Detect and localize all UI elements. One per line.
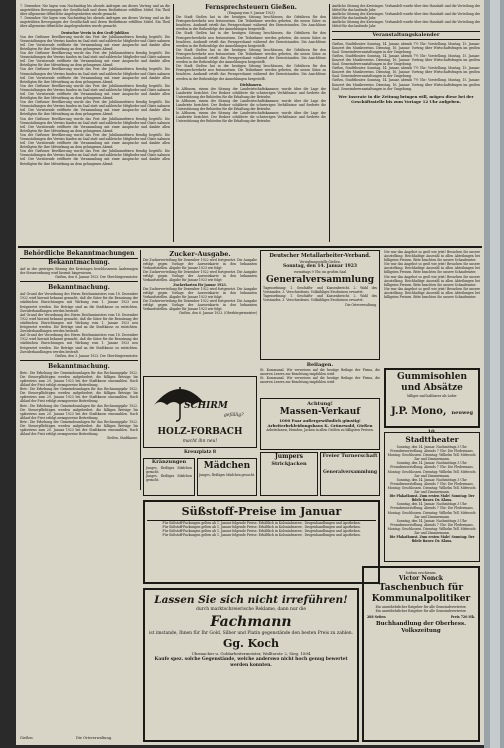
page-footer-right: Die Ortsverwaltung.: [76, 736, 113, 740]
sugar-subtitle: Zuckerkarten für Januar 1923.: [173, 282, 227, 287]
right-ad-text: [384, 250, 480, 368]
book-author: Victor Nonck: [398, 575, 444, 583]
left-news-column: [20, 4, 170, 244]
news-paragraph: In Altbusen, einem der Sitzung der Landwirtschaftskammer, wurde über die Lage der Landwirte berichtet. Der Redner schilderte die schwierigen Verhältnisse und forderte die Unterstützung der Behörden für die Erhaltung der Betriebe.: [176, 98, 326, 112]
jumpers-ad: [260, 452, 318, 496]
umbrella-icon: [150, 379, 210, 419]
official-notices-column: [20, 250, 138, 740]
metalworkers-subtitle: Verwaltungsstelle Gießen.: [299, 260, 341, 264]
rubber-soles-title2: und Absätze: [401, 383, 463, 393]
news-paragraph: Von der Gießener Bevölkerung wurde das Fest der Jubiläumsfeiern freudig begrüßt. Die Veranstaltungen des Vereins fanden im Saal statt und zahlreiche Mitglieder und Gäste nahmen teil. Der Vorsitzende eröffnete die Versammlung mit einer Ansprache und dankte allen Beteiligten für ihre Mitwirkung an dem gelungenen Abend.: [20, 132, 170, 150]
right-news-column: [332, 4, 480, 244]
mass-sale-body: 1000 Paar außergewöhnlich günstig! Arbeiterbekleidungshaus K. Grünewald, Gießen: [267, 418, 373, 428]
news-paragraph: Die Stadt Gießen hat in der heutigen Sitzung beschlossen, die Gebühren für den Fernsprechverkehr neu festzusetzen. Die Teilnehmer werden gebeten, die neuen Sätze zu beachten. Auskunft erteilt das Fernsprechamt während der Dienststunden. Die Anschlüsse werden in der Reihenfolge der Anmeldungen hergestellt.: [176, 64, 326, 81]
center-subtitle: (Eingang vom 9. Januar 1923): [227, 11, 275, 15]
rubber-soles-ad: [384, 368, 480, 436]
notice-body: Auf Grund der Verordnung des Herrn Reichsministers vom 18. Dezember 1922 wird hiermit bekannt gemacht, daß die Sätze für die Benutzung der städtischen Einrichtungen mit Wirkung vom 1. Januar 1923 neu festgesetzt werden. Die Beträge sind an die Stadtkasse zu entrichten. Zuwiderhandlungen werden bestraft.: [20, 312, 138, 334]
notice-body: Betr.: Die Erhebung der Gemeindeumlagen für das Rechnungsjahr 1922. Die Steuerpflichtigen werden aufgefordert, die fälligen Beträge bis spätestens zum 20. Januar 1923 bei der Stadtkasse einzuzahlen. Nach Ablauf der Frist erfolgt zwangsweise Beitreibung.: [20, 419, 138, 437]
center-news-column: [176, 4, 326, 244]
girl-wanted-ad: [197, 458, 257, 496]
book-body: Ein unentbehrlicher Ratgeber für alle Gemeindevertreter.: [375, 609, 467, 614]
news-paragraph: Amtliche Sitzung des Kreistages. Verhandelt wurde über den Haushalt und die Verteilung der Mittel für das laufende Jahr.: [332, 20, 480, 29]
rubber-soles-sub: billiger und haltbarer als Leder: [407, 394, 457, 398]
jumpers-subtitle: Strickjacken: [271, 461, 307, 467]
notice-body: Betr.: Die Erhebung der Gemeindeumlagen für das Rechnungsjahr 1922. Die Steuerpflichtigen werden aufgefordert, die fälligen Beträge bis spätestens zum 20. Januar 1923 bei der Stadtkasse einzuzahlen. Nach Ablauf der Frist erfolgt zwangsweise Beitreibung.: [20, 370, 138, 388]
umbrella-word: SCHIRM: [184, 401, 228, 411]
general-assembly-body: Tagesordnung: 1. Geschäfts- und Kassenbericht. 2. Wahl des Vorstandes. 3. Verschiedenes. Vollzähliges Erscheinen erwartet.: [263, 286, 377, 295]
news-paragraph: Von der Gießener Bevölkerung wurde das Fest der Jubiläumsfeiern freudig begrüßt. Die Veranstaltungen des Vereins fanden im Saal statt und zahlreiche Mitglieder und Gäste nahmen teil. Der Vorsitzende eröffnete die Versammlung mit einer Ansprache und dankte allen Beteiligten für ihre Mitwirkung an dem gelungenen Abend.: [20, 83, 170, 101]
news-paragraph: Amtliche Sitzung des Kreistages. Verhandelt wurde über den Haushalt und die Verteilung der Mittel für das laufende Jahr.: [332, 4, 480, 13]
attention-title: Achtung!: [307, 401, 333, 407]
holz-forbach-name: HOLZ-FORBACH: [157, 427, 243, 437]
news-paragraph: Die Stadt Gießen hat in der heutigen Sitzung beschlossen, die Gebühren für den Fernsprechverkehr neu festzusetzen. Die Teilnehmer werden gebeten, die neuen Sätze zu beachten. Auskunft erteilt das Fernsprechamt während der Dienststunden. Die Anschlüsse werden in der Reihenfolge der Anmeldungen hergestellt.: [176, 31, 326, 48]
goldsmith-body: durch marktschreierische Reklame, dann nur die: [195, 607, 306, 612]
general-assembly-body: Tagesordnung: 1. Geschäfts- und Kassenbericht. 2. Wahl des Vorstandes. 3. Verschiedenes. Vollzähliges Erscheinen erwartet.: [263, 294, 377, 303]
theater-title: Stadttheater: [405, 435, 459, 444]
gymnastics-subtitle: Generalversammlung: [322, 470, 378, 475]
notice-body: Auf Grund der Verordnung des Herrn Reichsministers vom 18. Dezember 1922 wird hiermit bekannt gemacht, daß die Sätze für die Benutzung der städtischen Einrichtungen mit Wirkung vom 1. Januar 1923 neu festgesetzt werden. Die Beträge sind an die Stadtkasse zu entrichten. Zuwiderhandlungen werden bestraft.: [20, 292, 138, 313]
notice-body: Betr.: Die Erhebung der Gemeindeumlagen für das Rechnungsjahr 1922. Die Steuerpflichtigen werden aufgefordert, die fälligen Beträge bis spätestens zum 20. Januar 1923 bei der Stadtkasse einzuzahlen. Nach Ablauf der Frist erfolgt zwangsweise Beitreibung.: [20, 403, 138, 420]
rubber-soles-title: Gummisohlen: [397, 372, 467, 382]
wreath-title: Kränzungen: [151, 459, 187, 465]
holz-sub: macht ihn neu!: [182, 439, 218, 444]
sweetener-body: Für Süßstoff-Packungen gelten ab 1. Januar folgende Preise. Erhältlich in Kolonialwaren-, Drogenhandlungen und Apotheken.: [162, 521, 361, 525]
news-paragraph: Von der Gießener Bevölkerung wurde das Fest der Jubiläumsfeiern freudig begrüßt. Die Veranstaltungen des Vereins fanden im Saal statt und zahlreiche Mitglieder und Gäste nahmen teil. Der Vorsitzende eröffnete die Versammlung mit einer Ansprache und dankte allen Beteiligten für ihre Mitwirkung an dem gelungenen Abend.: [20, 100, 170, 117]
notice-body: Auf in der gestrigen Sitzung des Kreistages beschlossenen Änderungen der Steuerordnung wird hiermit hingewiesen.: [20, 267, 138, 276]
notice-signature: Gießen, den 8. Januar 1923. Der Oberbürgermeister.: [55, 275, 138, 280]
book-title: Taschenbuch für Kommunalpolitiker: [371, 583, 471, 605]
official-notices-title: Behördliche Bekanntmachungen: [20, 250, 138, 259]
goldsmith-name: Gg. Koch: [222, 637, 280, 650]
book-price: Preis 720 Mk.: [450, 615, 475, 620]
wreath-ad: [143, 458, 195, 496]
jumpers-title: Jumpers: [274, 453, 304, 460]
sugar-body: Die Zuckerverteilung für Dezember 1922 wird fortgesetzt. Die Ausgabe erfolgt gegen Vorlage der Ausweiskarte in den bekannten Verkaufsstellen. Abgabe für Januar 1923 wie folgt:: [143, 258, 257, 271]
goldsmith-title: Lassen Sie sich nicht irreführen!: [154, 594, 348, 606]
center-title: Fernsprechsteuern Gießen.: [205, 4, 297, 11]
news-paragraph: Gießen, Stadttheater. Sonntag, 14. Januar, abends 7½ Uhr: Vorstellung. Montag, 15. Januar: Konzert des Musikvereins. Dienstag, 16. Januar: Vortrag über Wirtschaftsfragen im großen Saal. Gemeindeveranstaltungen in der Umgebung.: [332, 66, 480, 79]
news-paragraph: Amtliche Sitzung des Kreistages. Verhandelt wurde über den Haushalt und die Verteilung der Mittel für das laufende Jahr.: [332, 12, 480, 21]
wreath-body: Junges, fleißiges Mädchen gesucht.: [146, 466, 192, 475]
goldsmith-expert: Fachmann: [210, 614, 292, 630]
theater-ad: [384, 432, 480, 562]
girl-wanted-body: Junges, fleißiges Mädchen gesucht.: [199, 473, 255, 477]
sugar-body: Die Zuckerverteilung für Dezember 1922 wird fortgesetzt. Die Ausgabe erfolgt gegen Vorlage der Ausweiskarte in den bekannten Verkaufsstellen. Abgabe für Januar 1923 wie folgt:: [143, 298, 257, 312]
news-heading: Dielsbauern.: [239, 82, 263, 87]
right-ad-body: Nie war das Angebot so groß wie jetzt! Besuchen Sie unsere Ausstellung. Reichhaltige Auswahl in allen Abteilungen bei billigsten Preisen. Bitte beachten Sie unsere Schaufenster.: [384, 250, 480, 263]
page-footer-left: Gießen: [20, 736, 33, 740]
right-ad-body: Nie war das Angebot so groß wie jetzt! Besuchen Sie unsere Ausstellung. Reichhaltige Auswahl in allen Abteilungen bei billigsten Preisen. Bitte beachten Sie unsere Schaufenster.: [384, 274, 480, 287]
supplements-title: Beilagen.: [306, 362, 334, 368]
sugar-body: Die Zuckerverteilung für Dezember 1922 wird fortgesetzt. Die Ausgabe erfolgt gegen Vorlage der Ausweiskarte in den bekannten Verkaufsstellen. Abgabe für Januar 1923 wie folgt:: [143, 270, 257, 283]
newspaper-page: [16, 0, 484, 745]
girl-wanted-title: Mädchen: [203, 461, 251, 471]
news-paragraph: Gießen, Stadttheater. Sonntag, 14. Januar, abends 7½ Uhr: Vorstellung. Montag, 15. Januar: Konzert des Musikvereins. Dienstag, 16. Januar: Vortrag über Wirtschaftsfragen im großen Saal. Gemeindeveranstaltungen in der Umgebung.: [332, 78, 480, 91]
metalworkers-date: Sonntag, den 14. Januar 1923: [283, 264, 357, 270]
calendar-heading: Veranstaltungskalender: [332, 31, 480, 40]
goldsmith-body2: ist imstande, Ihnen für Ihr Gold, Silber und Platin gegenstände den besten Preis zu zahlen.: [149, 631, 353, 636]
wreath-body: Junges, fleißiges Mädchen gesucht.: [146, 474, 192, 483]
theater-body: Sonntag, den 14. Januar. Nachmittags 3 Uhr: Fremdenvorstellung. Abends 7 Uhr: Die Fledermaus. Montag: Geschlossen. Dienstag: Wilhelm Tell. Mittwoch: Zar und Zimmermann.: [387, 477, 477, 495]
news-paragraph: Von der Gießener Bevölkerung wurde das Fest der Jubiläumsfeiern freudig begrüßt. Die Veranstaltungen des Vereins fanden im Saal statt und zahlreiche Mitglieder und Gäste nahmen teil. Der Vorsitzende eröffnete die Versammlung mit einer Ansprache und dankte allen Beteiligten für ihre Mitwirkung an dem gelungenen Abend.: [20, 34, 170, 51]
news-paragraph: In Altbusen, einem der Sitzung der Landwirtschaftskammer, wurde über die Lage der Landwirte berichtet. Der Redner schilderte die schwierigen Verhältnisse und forderte die Unterstützung der Behörden für die Erhaltung der Betriebe.: [176, 86, 326, 99]
general-assembly-title: Generalversammlung: [265, 275, 375, 286]
general-assembly-signature: Die Ortsverwaltung.: [345, 302, 377, 307]
supplements-body: St. Kommunal. Wir verweisen auf die heutige Beilage der Firma, die unseren Lesern zur Beachtung empfohlen wird.: [260, 376, 380, 385]
notice-body: Auf Grund der Verordnung des Herrn Reichsministers vom 18. Dezember 1922 wird hiermit bekannt gemacht, daß die Sätze für die Benutzung der städtischen Einrichtungen mit Wirkung vom 1. Januar 1923 neu festgesetzt werden. Die Beträge sind an die Stadtkasse zu entrichten. Zuwiderhandlungen werden bestraft.: [20, 333, 138, 354]
goldsmith-ad: [143, 588, 359, 742]
theater-body: Sonntag, den 14. Januar. Nachmittags 3 Uhr: Fremdenvorstellung. Abends 7 Uhr: Die Fledermaus. Montag: Geschlossen. Dienstag: Wilhelm Tell. Mittwoch: Zar und Zimmermann.: [387, 502, 477, 519]
binding-edge: [484, 0, 504, 748]
theater-body: Sonntag, den 14. Januar. Nachmittags 3 Uhr: Fremdenvorstellung. Abends 7 Uhr: Die Fledermaus. Montag: Geschlossen. Dienstag: Wilhelm Tell. Mittwoch: Zar und Zimmermann.: [387, 445, 477, 462]
theater-body2: Die Plakatkunst. Zum ersten Male! Sonntag: Der fidele Bauer. Dr. Klaus.: [389, 494, 475, 503]
notice-body: Betr.: Die Erhebung der Gemeindeumlagen für das Rechnungsjahr 1922. Die Steuerpflichtigen werden aufgefordert, die fälligen Beträge bis spätestens zum 20. Januar 1923 bei der Stadtkasse einzuzahlen. Nach Ablauf der Frist erfolgt zwangsweise Beitreibung.: [20, 387, 138, 404]
supplements-body: St. Kommunal. Wir verweisen auf die heutige Beilage der Firma, die unseren Lesern zur Beachtung empfohlen wird.: [260, 368, 380, 377]
metalworkers-ad: [260, 250, 380, 360]
news-paragraph: 7. Dezember. Nie lagen vom Nachmittag bis abends Anfragen um dieses Vortrag und an die ungetrübten Bewegungen der Gesellschaft und deren Bedürfnisse erfüllten Mittel. Ein Theil über allgemeine öffentliche Angelegenheiten wurde gemacht.: [20, 4, 170, 17]
metalworkers-time: vormittags 9 Uhr, im großen Saal: [293, 270, 347, 275]
umbrella-sub: gefällig?: [224, 413, 244, 418]
news-paragraph: 7. Dezember. Nie lagen vom Nachmittag bis abends Anfragen um dieses Vortrag und an die ungetrübten Bewegungen der Gesellschaft und deren Bedürfnisse erfüllten Mittel. Ein Theil über allgemeine öffentliche Angelegenheiten wurde gemacht.: [20, 16, 170, 29]
news-heading: Deutscher Verein in den Groß-Jubiläen: [61, 30, 129, 35]
sugar-notice: [143, 250, 257, 390]
notice-signature: Gießen, Stadtkasse.: [106, 436, 138, 441]
notice-title: Bekanntmachung.: [48, 284, 110, 292]
mono-street: neuweg 10.: [427, 410, 473, 436]
book-pages: 288 Seiten: [367, 615, 386, 620]
news-paragraph: Von der Gießener Bevölkerung wurde das Fest der Jubiläumsfeiern freudig begrüßt. Die Veranstaltungen des Vereins fanden im Saal statt und zahlreiche Mitglieder und Gäste nahmen teil. Der Vorsitzende eröffnete die Versammlung mit einer Ansprache und dankte allen Beteiligten für ihre Mitwirkung an dem gelungenen Abend.: [20, 51, 170, 68]
book-publisher: Buchhandlung der Oberhess. Volkszeitung: [375, 621, 467, 635]
mass-sale-ad: [260, 398, 380, 450]
news-paragraph: Von der Gießener Bevölkerung wurde das Fest der Jubiläumsfeiern freudig begrüßt. Die Veranstaltungen des Vereins fanden im Saal statt und zahlreiche Mitglieder und Gäste nahmen teil. Der Vorsitzende eröffnete die Versammlung mit einer Ansprache und dankte allen Beteiligten für ihre Mitwirkung an dem gelungenen Abend.: [20, 116, 170, 133]
news-paragraph: Von der Gießener Bevölkerung wurde das Fest der Jubiläumsfeiern freudig begrüßt. Die Veranstaltungen des Vereins fanden im Saal statt und zahlreiche Mitglieder und Gäste nahmen teil. Der Vorsitzende eröffnete die Versammlung mit einer Ansprache und dankte allen Beteiligten für ihre Mitwirkung an dem gelungenen Abend.: [20, 149, 170, 166]
news-paragraph: Gießen, Stadttheater. Sonntag, 14. Januar, abends 7½ Uhr: Vorstellung. Montag, 15. Januar: Konzert des Musikvereins. Dienstag, 16. Januar: Vortrag über Wirtschaftsfragen im großen Saal. Gemeindeveranstaltungen in der Umgebung.: [332, 53, 480, 67]
book-body: Ein unentbehrlicher Ratgeber für alle Gemeindevertreter.: [375, 605, 467, 610]
supplements-notice: [260, 362, 380, 396]
sweetener-body: Für Süßstoff-Packungen gelten ab 1. Januar folgende Preise. Erhältlich in Kolonialwaren-, Drogenhandlungen und Apotheken.: [162, 533, 361, 538]
sweetener-body: Für Süßstoff-Packungen gelten ab 1. Januar folgende Preise. Erhältlich in Kolonialwaren-, Drogenhandlungen und Apotheken.: [162, 529, 361, 534]
sweetener-body: Für Süßstoff-Packungen gelten ab 1. Januar folgende Preise. Erhältlich in Kolonialwaren-, Drogenhandlungen und Apotheken.: [162, 525, 361, 530]
gymnastics-title: Freier Turnerschaft: [322, 453, 378, 459]
book-announce: Soeben erschienen:: [405, 571, 437, 575]
book-ad: [362, 566, 480, 742]
sugar-body: Die Zuckerverteilung für Dezember 1922 wird fortgesetzt. Die Ausgabe erfolgt gegen Vorlage der Ausweiskarte in den bekannten Verkaufsstellen. Abgabe für Januar 1923 wie folgt:: [143, 286, 257, 299]
sugar-signature: Gießen, den 6. Januar 1923. (Oberbürgermeister): [179, 311, 257, 316]
goldsmith-footer: Kaufe spez. solche Gegenstände, welche anderswo nicht hoch genug bewertet werden konnten.: [154, 656, 348, 668]
calendar-footer: Wer Inserate in die Zeitung bringen will, mögen diese bei der Geschäftsstelle bis zum Vortage 12 Uhr aufgeben.: [338, 93, 474, 104]
goldsmith-address: Uhrmacher u. Goldarbeitermeister, Walltorstr. 2, Sieg. 1894: [191, 651, 311, 656]
umbrella-ad: [143, 376, 257, 448]
notice-signature: Gießen, den 3. Januar 1923. Der Oberbürgermeister.: [55, 353, 138, 358]
metalworkers-title: Deutscher Metallarbeiter-Verband.: [269, 253, 371, 259]
news-paragraph: Die Stadt Gießen hat in der heutigen Sitzung beschlossen, die Gebühren für den Fernsprechverkehr neu festzusetzen. Die Teilnehmer werden gebeten, die neuen Sätze zu beachten. Auskunft erteilt das Fernsprechamt während der Dienststunden. Die Anschlüsse werden in der Reihenfolge der Anmeldungen hergestellt.: [176, 15, 326, 32]
notice-title: Bekanntmachung.: [48, 362, 110, 370]
holz-street: Kreuzplatz 8: [183, 450, 217, 455]
news-paragraph: Die Stadt Gießen hat in der heutigen Sitzung beschlossen, die Gebühren für den Fernsprechverkehr neu festzusetzen. Die Teilnehmer werden gebeten, die neuen Sätze zu beachten. Auskunft erteilt das Fernsprechamt während der Dienststunden. Die Anschlüsse werden in der Reihenfolge der Anmeldungen hergestellt.: [176, 47, 326, 65]
news-paragraph: In Altbusen, einem der Sitzung der Landwirtschaftskammer, wurde über die Lage der Landwirte berichtet. Der Redner schilderte die schwierigen Verhältnisse und forderte die Unterstützung der Behörden für die Erhaltung der Betriebe.: [176, 111, 326, 124]
gymnastics-ad: [320, 452, 380, 496]
mass-sale-title: Massen-Verkauf: [279, 407, 361, 417]
sweetener-prices-ad: [143, 500, 380, 584]
news-paragraph: Von der Gießener Bevölkerung wurde das Fest der Jubiläumsfeiern freudig begrüßt. Die Veranstaltungen des Vereins fanden im Saal statt und zahlreiche Mitglieder und Gäste nahmen teil. Der Vorsitzende eröffnete die Versammlung mit einer Ansprache und dankte allen Beteiligten für ihre Mitwirkung an dem gelungenen Abend.: [20, 67, 170, 84]
theater-body: Sonntag, den 14. Januar. Nachmittags 3 Uhr: Fremdenvorstellung. Abends 7 Uhr: Die Fledermaus. Montag: Geschlossen. Dienstag: Wilhelm Tell. Mittwoch: Zar und Zimmermann.: [387, 461, 477, 478]
right-ad-body: Nie war das Angebot so groß wie jetzt! Besuchen Sie unsere Ausstellung. Reichhaltige Auswahl in allen Abteilungen bei billigsten Preisen. Bitte beachten Sie unsere Schaufenster.: [384, 286, 480, 300]
sugar-title: Zucker-Ausgabe.: [169, 250, 231, 258]
notice-title: Bekanntmachung.: [48, 259, 110, 266]
mass-sale-body2: Arbeitshosen, Hemden, Jacken in allen Größen zu billigsten Preisen.: [266, 428, 374, 432]
mono-name: J.P. Mono,: [391, 406, 447, 418]
right-ad-body: Nie war das Angebot so groß wie jetzt! Besuchen Sie unsere Ausstellung. Reichhaltige Auswahl in allen Abteilungen bei billigsten Preisen. Bitte beachten Sie unsere Schaufenster.: [384, 262, 480, 275]
news-paragraph: Gießen, Stadttheater. Sonntag, 14. Januar, abends 7½ Uhr: Vorstellung. Montag, 15. Januar: Konzert des Musikvereins. Dienstag, 16. Januar: Vortrag über Wirtschaftsfragen im großen Saal. Gemeindeveranstaltungen in der Umgebung.: [332, 41, 480, 54]
theater-body2: Die Plakatkunst. Zum ersten Male! Sonntag: Der fidele Bauer. Dr. Klaus.: [389, 535, 475, 544]
theater-body: Sonntag, den 14. Januar. Nachmittags 3 Uhr: Fremdenvorstellung. Abends 7 Uhr: Die Fledermaus. Montag: Geschlossen. Dienstag: Wilhelm Tell. Mittwoch: Zar und Zimmermann.: [387, 518, 477, 535]
sweetener-title: Süßstoff-Preise im Januar: [147, 504, 376, 521]
